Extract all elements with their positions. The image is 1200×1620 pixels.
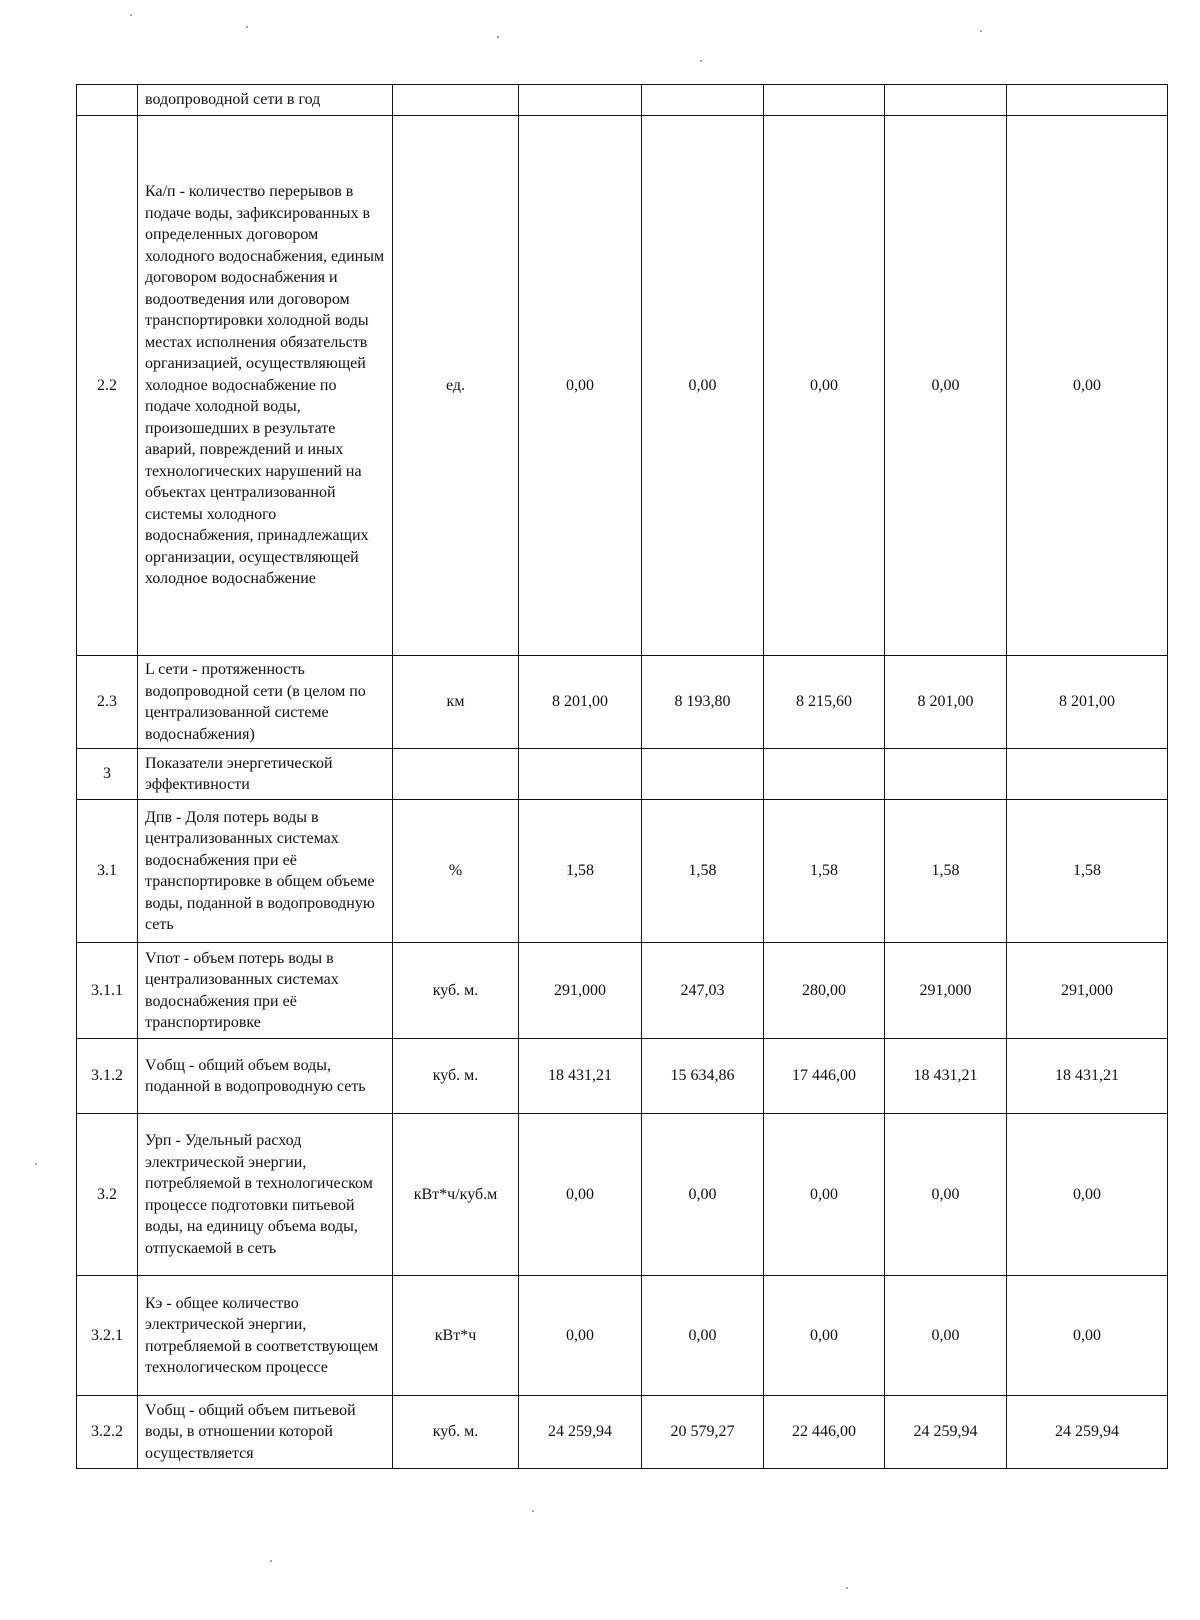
value-cell: 0,00 — [885, 1276, 1007, 1396]
table-row — [77, 1276, 1168, 1396]
unit-cell: км — [393, 656, 519, 749]
unit-cell: куб. м. — [393, 1039, 519, 1114]
unit-cell: кВт*ч/куб.м — [393, 1114, 519, 1276]
scan-speck — [246, 26, 248, 28]
value-cell: 24 259,94 — [519, 1396, 642, 1469]
value-cell: 280,00 — [764, 943, 885, 1039]
value-cell: 0,00 — [764, 1276, 885, 1396]
table-row — [77, 1114, 1168, 1276]
row-number: 3.1.2 — [77, 1039, 138, 1114]
unit-cell — [393, 85, 519, 116]
table-row — [77, 1039, 1168, 1114]
row-number: 2.3 — [77, 656, 138, 749]
value-cell: 18 431,21 — [519, 1039, 642, 1114]
value-cell: 17 446,00 — [764, 1039, 885, 1114]
value-cell: 1,58 — [885, 800, 1007, 943]
value-cell — [1007, 85, 1168, 116]
value-cell: 291,000 — [1007, 943, 1168, 1039]
value-cell — [885, 749, 1007, 800]
indicator-name: Урп - Удельный расход электрической энергии, потребляемой в технологическом процессе подготовки питьевой воды, на единицу объема воды, отпускаемой в сеть — [138, 1114, 393, 1276]
unit-cell — [393, 749, 519, 800]
table-row — [77, 943, 1168, 1039]
value-cell — [642, 749, 764, 800]
value-cell: 0,00 — [519, 1114, 642, 1276]
value-cell: 8 201,00 — [519, 656, 642, 749]
indicator-name: Ка/п - количество перерывов в подаче воды, зафиксированных в определенных договором холодного водоснабжения, единым договором водоснабжения и водоотведения или договором транспортировки холодной воды местах исполнения обязательств организацией, осуществляющей холодное водоснабжение по подаче холодной воды, произошедших в результате аварий, повреждений и иных технологических нарушений на объектах централизованной системы холодного водоснабжения, принадлежащих организации, осуществляющей холодное водоснабжение — [138, 116, 393, 656]
table-row — [77, 116, 1168, 656]
value-cell: 8 193,80 — [642, 656, 764, 749]
value-cell: 291,000 — [885, 943, 1007, 1039]
value-cell: 0,00 — [764, 116, 885, 656]
value-cell: 0,00 — [885, 116, 1007, 656]
indicator-name: Vобщ - общий объем воды, поданной в водопроводную сеть — [138, 1039, 393, 1114]
scan-speck — [497, 36, 499, 38]
table-row — [77, 656, 1168, 749]
table-row — [77, 800, 1168, 943]
row-number: 3 — [77, 749, 138, 800]
value-cell: 15 634,86 — [642, 1039, 764, 1114]
value-cell: 0,00 — [519, 116, 642, 656]
indicator-name: L сети - протяженность водопроводной сети (в целом по централизованной системе водоснабжения) — [138, 656, 393, 749]
value-cell: 1,58 — [519, 800, 642, 943]
unit-cell: куб. м. — [393, 943, 519, 1039]
unit-cell: кВт*ч — [393, 1276, 519, 1396]
value-cell: 1,58 — [642, 800, 764, 943]
value-cell: 24 259,94 — [1007, 1396, 1168, 1469]
scan-speck — [270, 1560, 272, 1562]
row-number: 3.2.2 — [77, 1396, 138, 1469]
row-number: 3.2 — [77, 1114, 138, 1276]
value-cell — [885, 85, 1007, 116]
unit-cell: % — [393, 800, 519, 943]
scan-speck — [35, 1163, 37, 1165]
value-cell: 18 431,21 — [885, 1039, 1007, 1114]
table-row — [77, 749, 1168, 800]
row-number — [77, 85, 138, 116]
row-number: 3.1.1 — [77, 943, 138, 1039]
indicator-name: Кэ - общее количество электрической энергии, потребляемой в соответствующем технологическом процессе — [138, 1276, 393, 1396]
value-cell: 8 201,00 — [885, 656, 1007, 749]
value-cell: 247,03 — [642, 943, 764, 1039]
value-cell: 0,00 — [642, 1114, 764, 1276]
indicator-name: Vпот - объем потерь воды в централизованных системах водоснабжения при её транспортировке — [138, 943, 393, 1039]
indicators-table — [76, 84, 1168, 1469]
value-cell: 18 431,21 — [1007, 1039, 1168, 1114]
scan-speck — [130, 14, 132, 16]
table-row — [77, 1396, 1168, 1469]
value-cell: 8 201,00 — [1007, 656, 1168, 749]
value-cell — [1007, 749, 1168, 800]
unit-cell: ед. — [393, 116, 519, 656]
value-cell — [519, 749, 642, 800]
value-cell: 24 259,94 — [885, 1396, 1007, 1469]
value-cell — [642, 85, 764, 116]
scan-speck — [980, 30, 982, 32]
row-number: 3.1 — [77, 800, 138, 943]
value-cell: 1,58 — [764, 800, 885, 943]
value-cell: 8 215,60 — [764, 656, 885, 749]
value-cell: 0,00 — [1007, 1114, 1168, 1276]
value-cell: 0,00 — [642, 116, 764, 656]
value-cell: 291,000 — [519, 943, 642, 1039]
value-cell: 1,58 — [1007, 800, 1168, 943]
unit-cell: куб. м. — [393, 1396, 519, 1469]
indicator-name: Vобщ - общий объем питьевой воды, в отношении которой осуществляется — [138, 1396, 393, 1469]
indicator-name: Дпв - Доля потерь воды в централизованных системах водоснабжения при её транспортировке в общем объеме воды, поданной в водопроводную сеть — [138, 800, 393, 943]
indicator-name: Показатели энергетической эффективности — [138, 749, 393, 800]
value-cell: 0,00 — [642, 1276, 764, 1396]
value-cell: 0,00 — [764, 1114, 885, 1276]
value-cell: 22 446,00 — [764, 1396, 885, 1469]
value-cell — [764, 85, 885, 116]
row-number: 3.2.1 — [77, 1276, 138, 1396]
value-cell: 20 579,27 — [642, 1396, 764, 1469]
scan-speck — [532, 1510, 534, 1512]
table-row — [77, 85, 1168, 116]
scan-speck — [846, 1587, 848, 1589]
value-cell: 0,00 — [519, 1276, 642, 1396]
row-number: 2.2 — [77, 116, 138, 656]
scan-speck — [700, 60, 702, 62]
value-cell: 0,00 — [885, 1114, 1007, 1276]
value-cell — [764, 749, 885, 800]
value-cell — [519, 85, 642, 116]
indicator-name: водопроводной сети в год — [138, 85, 393, 116]
value-cell: 0,00 — [1007, 116, 1168, 656]
value-cell: 0,00 — [1007, 1276, 1168, 1396]
